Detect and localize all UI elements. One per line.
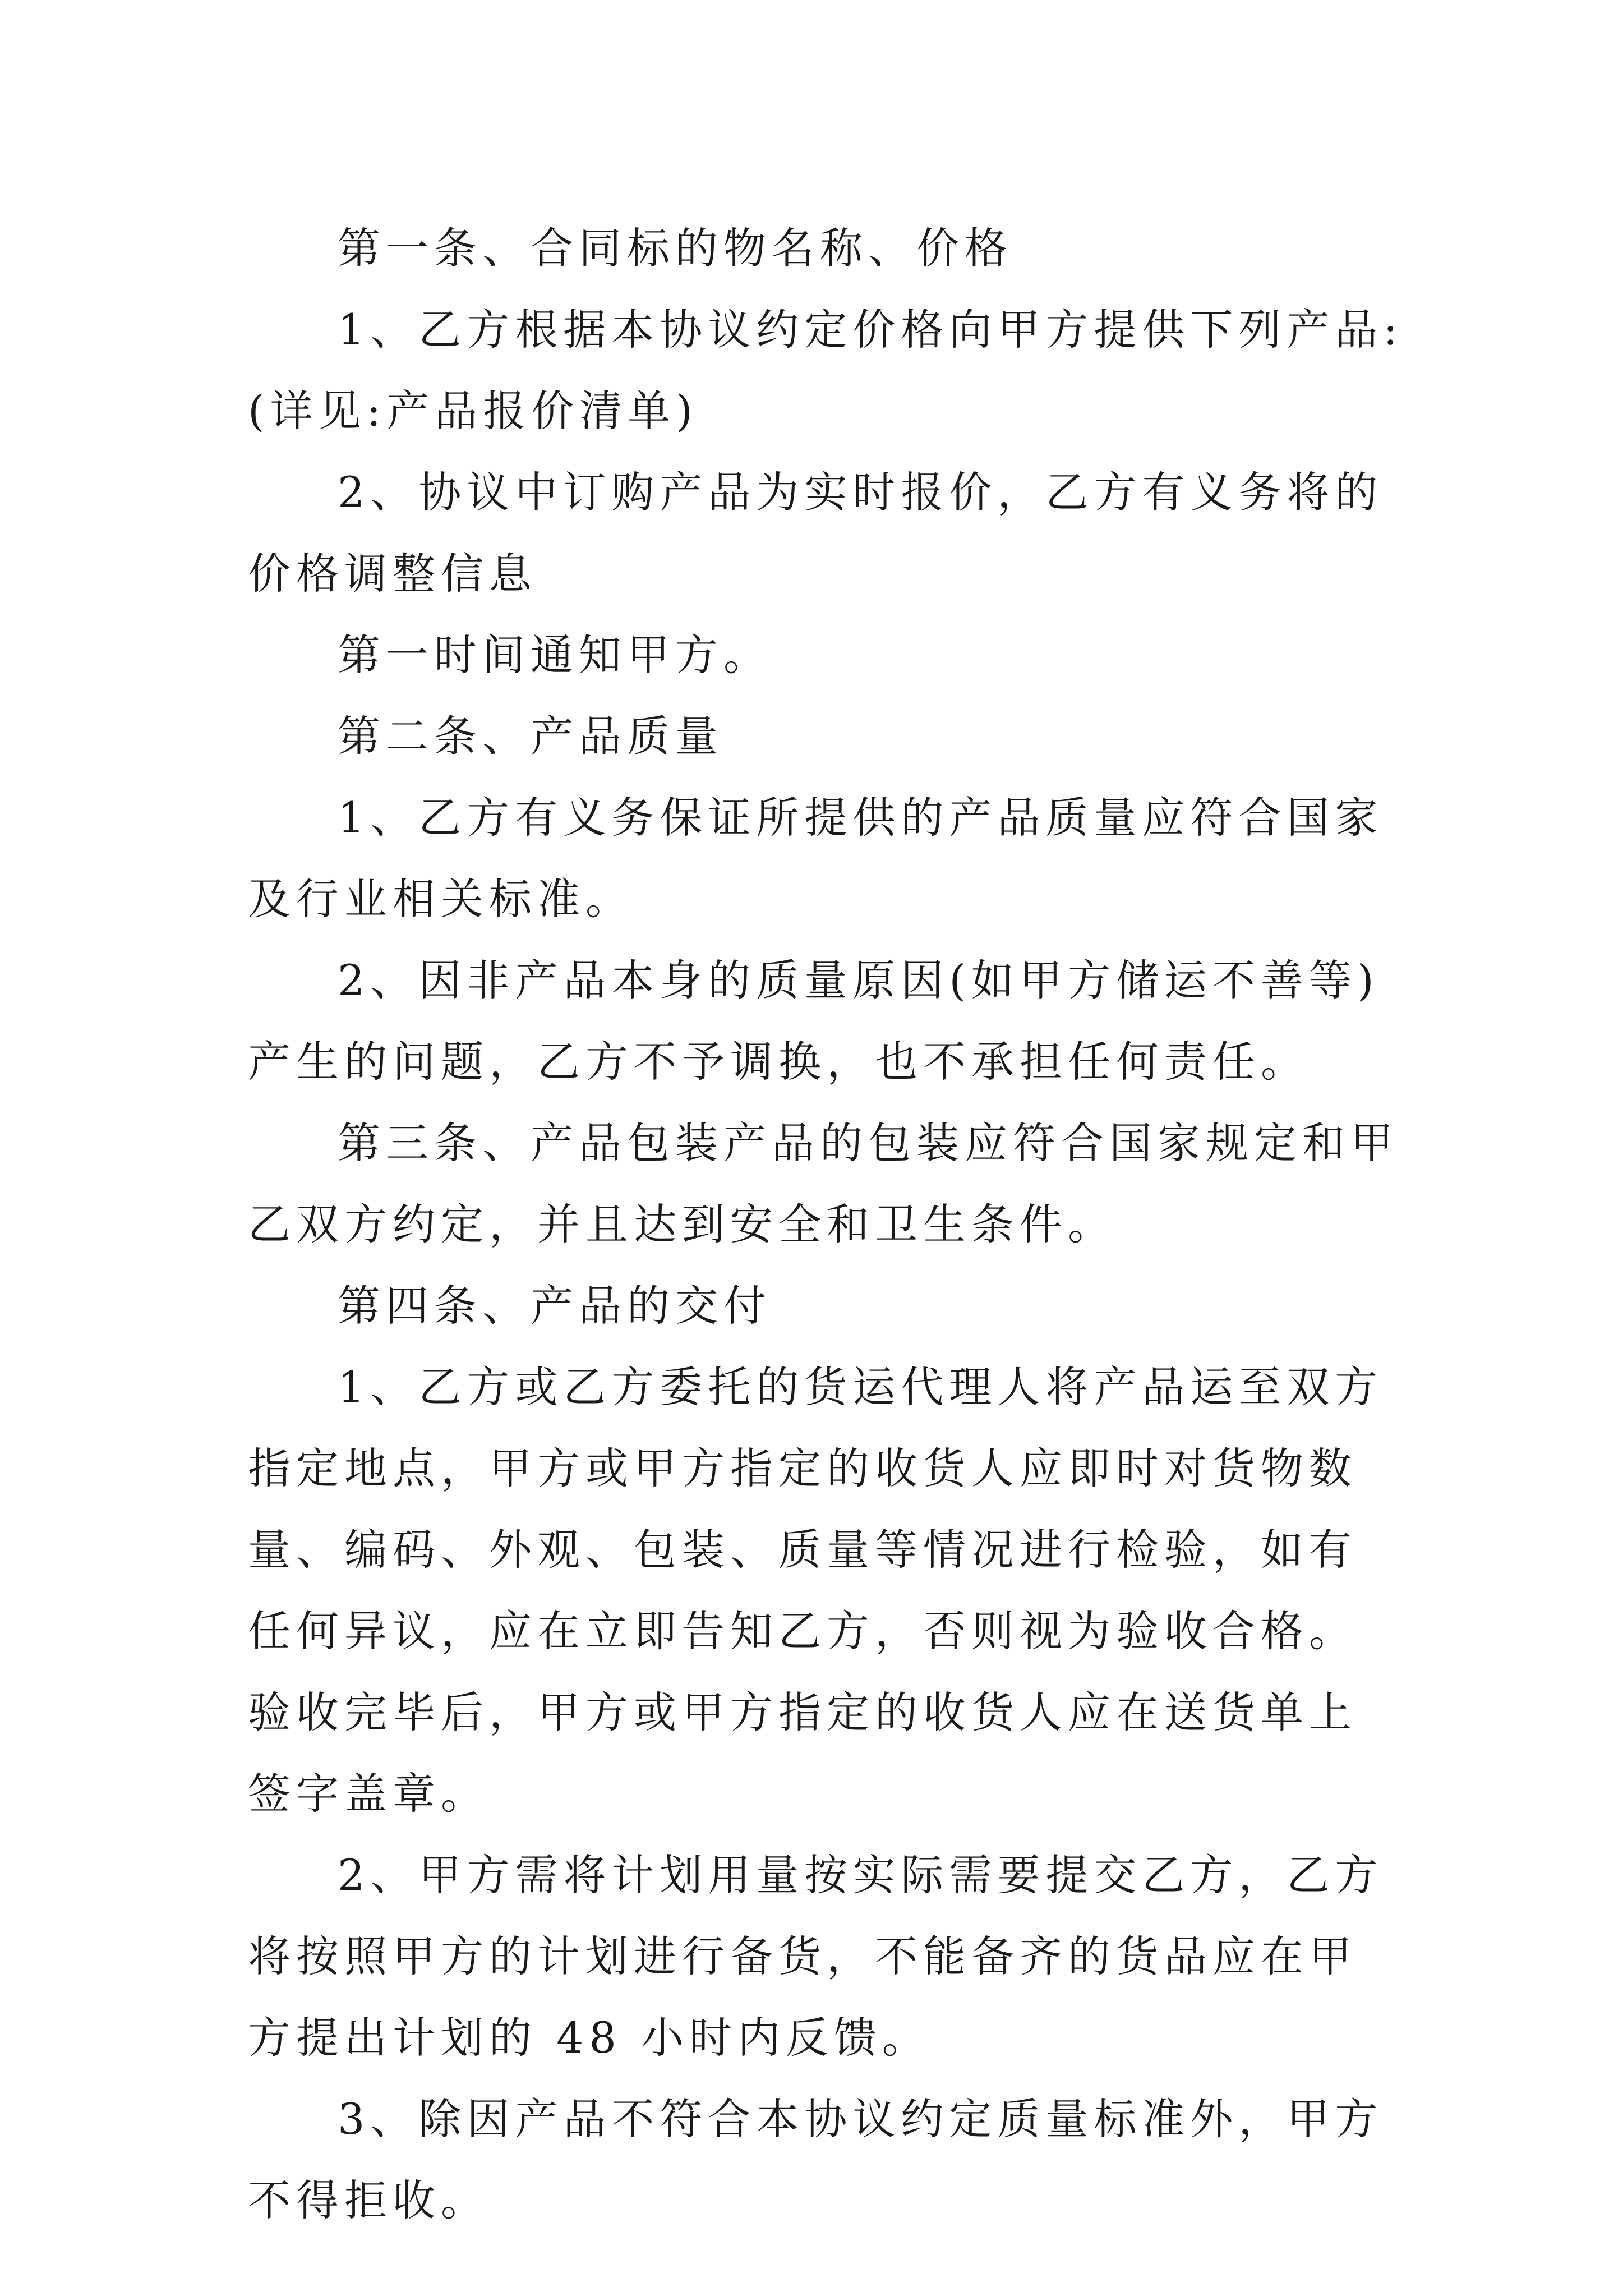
clause-2-item-2: 2、因非产品本身的质量原因(如甲方储运不善等)产生的问题，乙方不予调换，也不承担任何责任。 xyxy=(248,955,1380,1087)
clause-1-item-2: 2、协议中订购产品为实时报价，乙方有义务将的价格调整信息 xyxy=(248,467,1384,599)
clause-4-item-3: 3、除因产品不符合本协议约定质量标准外，甲方不得拒收。 xyxy=(248,2094,1384,2225)
document-body xyxy=(248,208,1403,2241)
clause-1-heading: 第一条、合同标的物名称、价格 xyxy=(338,223,1013,273)
clause-1-item-2-continued: 第一时间通知甲方。 xyxy=(338,630,772,680)
clause-4-item-2: 2、甲方需将计划用量按实际需要提交乙方，乙方将按照甲方的计划进行备货，不能备齐的货品应在甲方提出计划的 48 小时内反馈。 xyxy=(248,1850,1384,2063)
clause-2-heading: 第二条、产品质量 xyxy=(338,711,723,761)
clause-1-item-1: 1、乙方根据本协议约定价格向甲方提供下列产品:(详见:产品报价清单) xyxy=(248,305,1403,436)
clause-4-item-1: 1、乙方或乙方委托的货运代理人将产品运至双方指定地点，甲方或甲方指定的收货人应即时对货物数量、编码、外观、包装、质量等情况进行检验，如有任何异议，应在立即告知乙方，否则视为验收合格。验收完毕后，甲方或甲方指定的收货人应在送货单上签字盖章。 xyxy=(248,1362,1384,1819)
clause-4-heading: 第四条、产品的交付 xyxy=(338,1281,772,1331)
clause-2-item-1: 1、乙方有义务保证所提供的产品质量应符合国家及行业相关标准。 xyxy=(248,793,1384,924)
clause-3: 第三条、产品包装产品的包装应符合国家规定和甲乙双方约定，并且达到安全和卫生条件。 xyxy=(248,1118,1399,1249)
